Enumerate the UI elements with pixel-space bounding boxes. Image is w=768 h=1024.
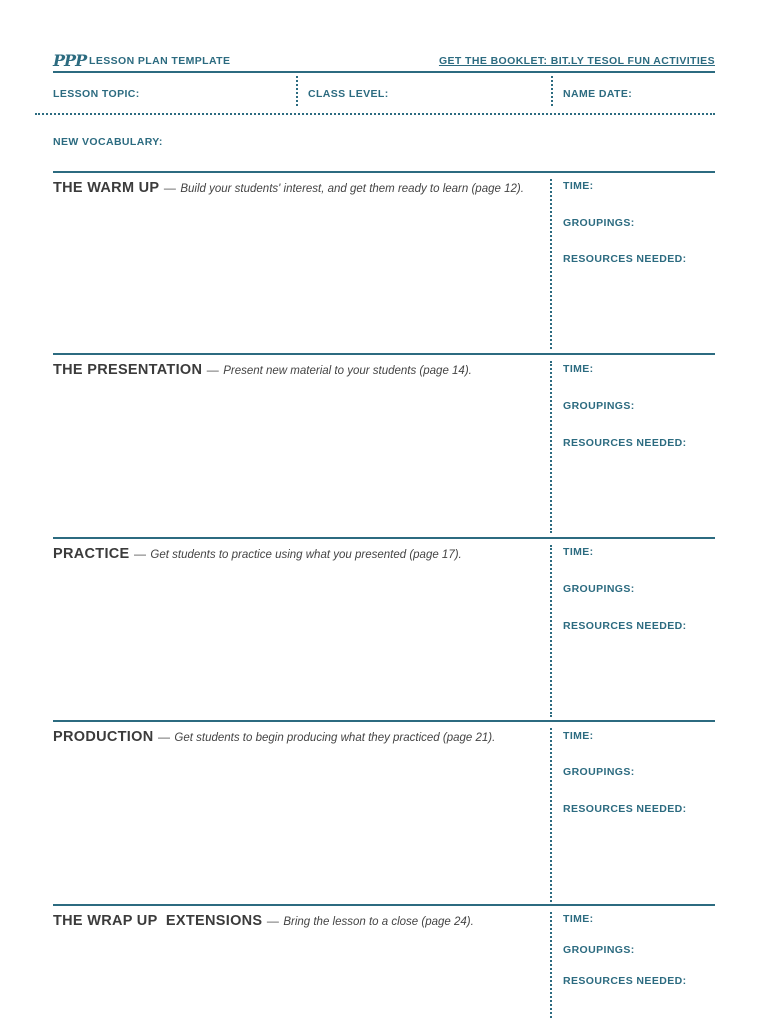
- time-label: TIME:: [563, 546, 594, 558]
- section-description: Get students to practice using what you presented (page 17).: [150, 549, 462, 561]
- notes-divider: [550, 728, 552, 902]
- section-divider: [53, 904, 715, 906]
- section-title: PRODUCTION: [53, 729, 154, 745]
- section-description: Present new material to your students (page 14).: [223, 365, 472, 377]
- section-wrap-up: [53, 904, 715, 1022]
- resources-needed-label: RESOURCES NEEDED:: [563, 975, 687, 987]
- section-title: PRACTICE: [53, 546, 130, 562]
- time-label: TIME:: [563, 363, 594, 375]
- groupings-label: GROUPINGS:: [563, 400, 635, 412]
- section-dash: —: [266, 914, 279, 928]
- field-divider: [551, 76, 553, 106]
- groupings-label: GROUPINGS:: [563, 583, 635, 595]
- field-divider: [296, 76, 298, 106]
- resources-needed-label: RESOURCES NEEDED:: [563, 620, 687, 632]
- section-description: Get students to begin producing what they practiced (page 21).: [174, 732, 496, 744]
- section-production: [53, 720, 715, 902]
- section-title: THE WARM UP: [53, 180, 160, 196]
- section-practice: [53, 537, 715, 719]
- notes-divider: [550, 179, 552, 349]
- document-title: LESSON PLAN TEMPLATE: [89, 55, 231, 67]
- section-heading: [53, 912, 474, 930]
- section-heading: [53, 361, 472, 379]
- document-header: [53, 50, 715, 72]
- section-dash: —: [133, 547, 146, 561]
- lesson-topic-label: LESSON TOPIC:: [53, 88, 140, 100]
- notes-divider: [550, 545, 552, 717]
- section-title: THE PRESENTATION: [53, 362, 203, 378]
- info-row-divider: [35, 113, 715, 115]
- section-divider: [53, 353, 715, 355]
- section-dash: —: [157, 730, 170, 744]
- section-divider: [53, 720, 715, 722]
- header-divider: [53, 71, 715, 73]
- notes-divider: [550, 912, 552, 1018]
- resources-needed-label: RESOURCES NEEDED:: [563, 803, 687, 815]
- section-divider: [53, 171, 715, 173]
- class-level-label: CLASS LEVEL:: [308, 88, 389, 100]
- section-heading: [53, 179, 524, 197]
- resources-needed-label: RESOURCES NEEDED:: [563, 253, 687, 265]
- section-heading: [53, 728, 495, 746]
- section-dash: —: [163, 181, 176, 195]
- groupings-label: GROUPINGS:: [563, 217, 635, 229]
- ppp-logo: PPP: [53, 51, 87, 70]
- section-title: THE WRAP UP EXTENSIONS: [53, 913, 263, 929]
- section-presentation: [53, 353, 715, 535]
- notes-divider: [550, 361, 552, 533]
- new-vocabulary-label: NEW VOCABULARY:: [53, 136, 163, 148]
- section-description: Bring the lesson to a close (page 24).: [283, 916, 474, 928]
- resources-needed-label: RESOURCES NEEDED:: [563, 437, 687, 449]
- groupings-label: GROUPINGS:: [563, 944, 635, 956]
- section-heading: [53, 545, 462, 563]
- section-description: Build your students' interest, and get them ready to learn (page 12).: [180, 183, 524, 195]
- time-label: TIME:: [563, 730, 594, 742]
- name-date-label: NAME DATE:: [563, 88, 633, 100]
- section-dash: —: [206, 363, 219, 377]
- section-warm-up: [53, 171, 715, 351]
- time-label: TIME:: [563, 180, 594, 192]
- booklet-link[interactable]: GET THE BOOKLET: BIT.LY TESOL FUN ACTIVITIES: [438, 55, 715, 67]
- groupings-label: GROUPINGS:: [563, 766, 635, 778]
- section-divider: [53, 537, 715, 539]
- time-label: TIME:: [563, 913, 594, 925]
